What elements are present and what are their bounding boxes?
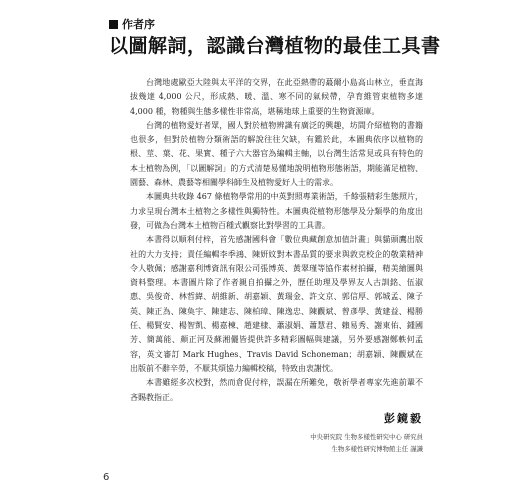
paragraph-1: 台灣地處歐亞大陸與太平洋的交界，在此亞熱帶的蕞爾小島高山林立，垂直海拔幾達 4,000 公尺，形成熱、暖、溫、寒不同的氣候帶，孕育維管束植物多達 4,000 種，物種與生態多樣性非常高，堪稱地球上重要的生物資源庫。 — [130, 78, 423, 116]
section-label — [109, 16, 155, 32]
paragraph-3: 本圖典共收錄 467 條植物學常用的中英對照專業術語，千餘張精彩生態照片，力求呈現台灣本土植物之多樣性與獨特性。本圖典從植物形態學及分類學的角度出發，可做為台灣本土植物百種式觀察比對學習的工具書。 — [130, 192, 423, 230]
page-number: 6 — [103, 472, 110, 483]
section-label-text: 作者序 — [122, 18, 155, 31]
author-signature: 彭鏡毅 — [384, 412, 423, 425]
paragraph-5: 本書雖經多次校對，然而倉促付梓，誤漏在所難免，敬祈學者專家先進前輩不吝賜教指正。 — [130, 378, 423, 402]
page-title: 以圖解詞，認識台灣植物的最佳工具書 — [109, 35, 441, 57]
author-affiliation — [310, 431, 423, 455]
paragraph-4: 本書得以順利付梓，首先感謝國科會「數位典藏創意加值計畫」與貓頭鷹出版社的大力支持；責任編輯李季鴻、陳妍妏對本書品質的要求與敦克校企的敬業精神令人敬佩；感謝嘉利博資訊有限公司張博英、黃翠瑾等協作素材拍攝，精美繪圖與資料整理。本書圖片除了作者親自拍攝之外，歷任助理及學界友人古訓銘、伍淑惠、吳俊奇、林哲緯、胡維新、胡嘉穎、黃瑞金、許文京、郭信厚、郭城孟、陳子英、陳正為、陳奐宇、陳建志、陳柏璋、陳逸忠、陳觀斌、曾彥學、黃建益、楊勝任、楊賢安、楊智凱、楊嘉棟、趙建棣、蕭淑娟、蕭慧君、賴易秀、謝東佑、鍾國芳、簡萬能、顏正河及蘇湘儷皆提供許多精彩圖幅與建議，另外要感謝鄭軼何孟容，英文審訂 Mark Hughes、Travis David Schoneman；胡嘉穎、陳觀斌在出版前不辭辛勞，不厭其煩協力編輯校稿，特致由衷謝忱。 — [130, 235, 423, 373]
affiliation-line-2: 生物多樣性研究博物館主任 謹識 — [331, 445, 423, 453]
affiliation-line-1: 中央研究院 生物多樣性研究中心 研究員 — [310, 433, 423, 441]
paragraph-2: 台灣的植物愛好者眾，國人對於植物辨識有廣泛的興趣，坊間介紹植物的書籍也很多，但對於植物分類術語的解說往往欠缺，有鑑於此，本圖典依序以植物的根、莖、葉、花、果實、種子六大器官為編輯主軸，以台灣生活常見或具有特色的本土植物為例，「以圖解詞」的方式清楚易懂地說明植物形態術語，期能滿足植物、園藝、森林、農藝等相關學科師生及植物愛好人士的需求。 — [130, 120, 423, 188]
body-text — [130, 76, 423, 405]
square-bullet-icon — [109, 20, 118, 29]
